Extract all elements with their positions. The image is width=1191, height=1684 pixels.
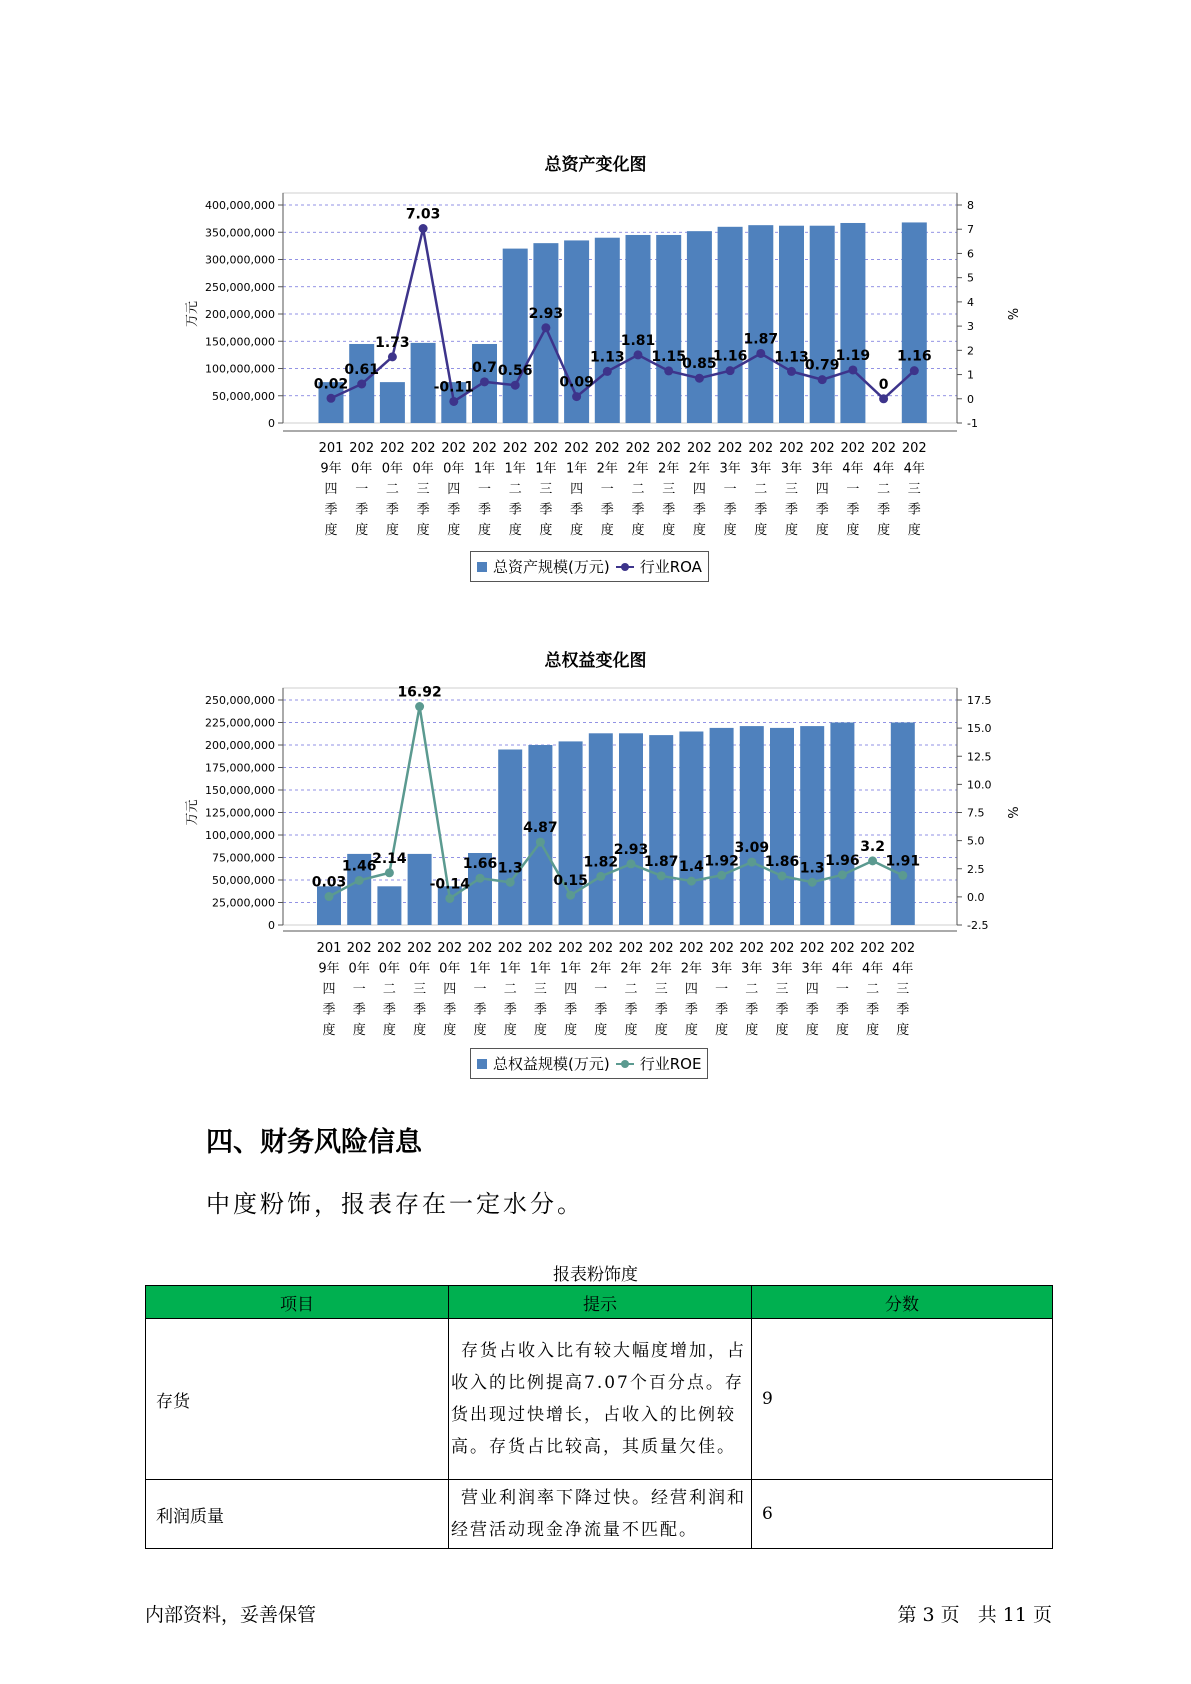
- data-label: 16.92: [397, 684, 442, 701]
- line-point: [603, 367, 612, 376]
- x-tick-label: 202 2年二季度: [625, 441, 651, 538]
- cell-score: 9: [752, 1319, 1053, 1480]
- line-point: [541, 323, 550, 332]
- data-label: 2.93: [528, 305, 564, 322]
- line-point: [536, 838, 545, 847]
- line-point: [910, 366, 919, 375]
- data-label: 1.16: [897, 348, 932, 365]
- header-hint: 提示: [449, 1286, 752, 1319]
- x-tick-label: 202 4年三季度: [901, 441, 927, 538]
- bar: [589, 733, 613, 925]
- data-label: 1.87: [643, 853, 679, 870]
- x-tick-label: 202 2年三季度: [648, 941, 674, 1038]
- x-tick-label: 202 1年三季度: [527, 941, 553, 1038]
- y-tick-label: 350,000,000: [205, 226, 275, 240]
- y2-tick-label: 6: [967, 247, 974, 261]
- y-tick-label: 175,000,000: [205, 761, 275, 775]
- y2-tick-label: 0: [967, 392, 974, 406]
- data-label: 0.7: [472, 359, 497, 376]
- y-tick-label: 0: [268, 417, 275, 430]
- line-point: [325, 892, 334, 901]
- line-point: [778, 871, 787, 880]
- data-label: 1.3: [497, 860, 523, 877]
- bar: [830, 723, 854, 926]
- chart-canvas: [0, 0, 1191, 560]
- data-label: 1.46: [341, 858, 377, 875]
- y2-axis-label: %: [1004, 307, 1019, 321]
- line-point: [818, 375, 827, 384]
- x-tick-label: 202 3年四季度: [799, 941, 825, 1038]
- data-label: 0.56: [497, 363, 533, 380]
- y-tick-label: 150,000,000: [205, 784, 275, 797]
- data-label: 1.3: [799, 860, 825, 877]
- bar: [718, 227, 743, 423]
- data-label: 0.85: [682, 356, 717, 373]
- y-tick-label: 300,000,000: [205, 253, 275, 267]
- legend-line-label: 行业ROE: [639, 1055, 702, 1073]
- y-tick-label: 125,000,000: [205, 806, 275, 820]
- bar: [380, 382, 405, 423]
- data-label: -0.11: [433, 379, 474, 396]
- bar: [595, 238, 620, 423]
- data-label: 4.87: [523, 820, 558, 837]
- y2-axis-label: %: [1004, 806, 1019, 819]
- y-tick-label: 100,000,000: [205, 829, 275, 842]
- x-tick-label: 201 9年四季度: [318, 441, 344, 538]
- data-label: 0.61: [344, 362, 379, 379]
- footer-left: 内部资料，妥善保管: [145, 1604, 317, 1626]
- line-point: [717, 871, 726, 880]
- x-tick-label: 202 1年二季度: [497, 941, 523, 1038]
- chart-title: 总资产变化图: [544, 155, 647, 175]
- line-point: [449, 397, 458, 406]
- bar: [679, 732, 703, 926]
- bar: [377, 886, 401, 925]
- table-row: [146, 1480, 1053, 1549]
- line-point: [480, 377, 489, 386]
- y2-tick-label: 5.0: [967, 834, 985, 848]
- line-point: [898, 871, 907, 880]
- bar: [619, 733, 643, 925]
- data-label: 0.03: [311, 874, 347, 891]
- y2-tick-label: 2.5: [967, 862, 985, 876]
- line-point: [476, 874, 485, 883]
- bar: [649, 735, 673, 925]
- bar: [503, 249, 528, 423]
- y-tick-label: 50,000,000: [212, 874, 275, 887]
- x-tick-label: 202 0年三季度: [407, 941, 433, 1038]
- x-tick-label: 202 3年三季度: [769, 941, 795, 1038]
- data-label: 1.13: [774, 349, 809, 366]
- y2-tick-label: 17.5: [967, 694, 992, 707]
- x-tick-label: 202 0年三季度: [410, 441, 436, 538]
- y-tick-label: 50,000,000: [212, 389, 275, 403]
- line-point: [596, 872, 605, 881]
- bar: [770, 728, 794, 925]
- table-header-row: [146, 1286, 1053, 1319]
- data-label: 1.4: [678, 859, 704, 876]
- y2-tick-label: 3: [967, 320, 974, 334]
- y-tick-label: 100,000,000: [205, 362, 275, 376]
- x-tick-label: 202 1年四季度: [558, 941, 584, 1038]
- bar: [740, 726, 764, 925]
- x-tick-label: 202 1年二季度: [502, 441, 528, 538]
- y2-tick-label: 1: [967, 368, 974, 382]
- header-score: 分数: [752, 1286, 1053, 1319]
- line-point: [572, 392, 581, 401]
- line-point: [445, 894, 454, 903]
- line-point: [664, 366, 673, 375]
- line-point: [634, 350, 643, 359]
- section-heading: 四、财务风险信息: [206, 1127, 422, 1158]
- x-tick-label: 202 2年一季度: [588, 941, 614, 1038]
- data-label: 0: [878, 376, 889, 393]
- y2-tick-label: 0.0: [967, 890, 985, 904]
- chart-canvas: [0, 500, 1191, 1040]
- cell-item: 存货: [146, 1319, 449, 1480]
- bar: [779, 226, 804, 423]
- x-tick-label: 202 3年四季度: [809, 441, 835, 538]
- y2-tick-label: 10.0: [967, 778, 992, 792]
- x-tick-label: 202 1年三季度: [533, 441, 559, 538]
- line-point: [511, 381, 520, 390]
- x-tick-label: 202 0年四季度: [441, 441, 467, 538]
- data-label: 7.03: [405, 206, 441, 223]
- header-item: 项目: [146, 1286, 449, 1319]
- bar: [687, 231, 712, 423]
- y-tick-label: 25,000,000: [212, 896, 275, 910]
- y2-tick-label: 4: [967, 295, 974, 309]
- data-label: 1.73: [375, 334, 410, 351]
- cell-hint: 营业利润率下降过快。经营利润和经营活动现金净流量不匹配。: [449, 1480, 752, 1549]
- bar: [710, 728, 734, 925]
- data-label: 0.15: [553, 873, 588, 890]
- bar: [902, 222, 927, 423]
- data-label: 1.19: [835, 347, 871, 364]
- x-tick-label: 202 4年一季度: [829, 941, 855, 1038]
- line-point: [388, 352, 397, 361]
- line-point: [566, 891, 575, 900]
- y2-tick-label: -2.5: [967, 919, 989, 932]
- line-point: [868, 856, 877, 865]
- data-label: 1.86: [764, 853, 800, 870]
- x-tick-label: 202 2年一季度: [594, 441, 620, 538]
- y-tick-label: 200,000,000: [205, 739, 275, 752]
- x-tick-label: 202 2年四季度: [678, 941, 704, 1038]
- bar: [411, 343, 436, 423]
- x-tick-label: 202 4年二季度: [871, 441, 897, 538]
- x-tick-label: 202 0年一季度: [349, 441, 375, 538]
- line-point: [385, 868, 394, 877]
- cell-score: 6: [752, 1480, 1053, 1549]
- bar: [656, 235, 681, 423]
- data-label: -0.14: [429, 876, 470, 893]
- x-tick-label: 202 2年四季度: [686, 441, 712, 538]
- x-tick-label: 202 3年二季度: [739, 941, 765, 1038]
- data-label: 1.81: [620, 332, 656, 349]
- line-point: [357, 380, 366, 389]
- y-axis-label: 万元: [185, 799, 200, 826]
- x-tick-label: 202 3年一季度: [709, 941, 735, 1038]
- footer-right: 第 3 页 共 11 页: [897, 1604, 1052, 1626]
- line-point: [506, 878, 515, 887]
- line-point: [695, 374, 704, 383]
- line-point: [657, 871, 666, 880]
- y2-tick-label: 5: [967, 271, 974, 285]
- data-label: 3.09: [734, 840, 770, 857]
- line-point: [787, 367, 796, 376]
- cell-hint: 存货占收入比有较大幅度增加，占收入的比例提高7.07个百分点。存货出现过快增长，占收入的比例较高。存货占比较高，其质量欠佳。: [449, 1319, 752, 1480]
- y-tick-label: 0: [268, 919, 275, 932]
- legend-bar-label: 总资产规模(万元): [493, 558, 610, 576]
- x-tick-label: 202 4年一季度: [840, 441, 866, 538]
- x-tick-label: 202 0年二季度: [376, 941, 402, 1038]
- x-tick-label: 202 2年二季度: [618, 941, 644, 1038]
- table-caption: 报表粉饰度: [553, 1265, 638, 1285]
- x-tick-label: 202 4年二季度: [860, 941, 886, 1038]
- legend-line-swatch: [616, 1059, 634, 1069]
- legend-bar-swatch: [477, 1059, 487, 1069]
- data-label: 0.02: [313, 376, 349, 393]
- y-tick-label: 250,000,000: [205, 280, 275, 294]
- line-point: [419, 224, 428, 233]
- line-point: [747, 858, 756, 867]
- y-axis-label: 万元: [185, 300, 200, 328]
- data-label: 3.2: [860, 838, 886, 855]
- data-label: 2.93: [613, 841, 649, 858]
- x-tick-label: 202 3年三季度: [779, 441, 804, 538]
- risk-summary: 中度粉饰，报表存在一定水分。: [206, 1190, 584, 1218]
- bar: [840, 223, 865, 423]
- y2-tick-label: -1: [967, 417, 978, 430]
- legend-line-label: 行业ROA: [639, 558, 702, 576]
- y-tick-label: 400,000,000: [205, 199, 275, 212]
- x-tick-label: 202 1年一季度: [472, 441, 497, 538]
- x-tick-label: 202 0年二季度: [379, 441, 405, 538]
- data-label: 1.92: [704, 853, 739, 870]
- bar: [891, 723, 915, 926]
- data-label: 1.96: [825, 852, 860, 869]
- line-point: [687, 877, 696, 886]
- line-point: [838, 870, 847, 879]
- y-tick-label: 200,000,000: [205, 308, 275, 321]
- table-row: [146, 1319, 1053, 1480]
- x-tick-label: 202 1年四季度: [564, 441, 590, 538]
- line-point: [756, 349, 765, 358]
- data-label: 2.14: [372, 850, 407, 867]
- line-point: [355, 876, 364, 885]
- data-label: 1.87: [743, 331, 779, 348]
- y-tick-label: 250,000,000: [205, 694, 275, 707]
- line-point: [327, 394, 336, 403]
- y2-tick-label: 12.5: [967, 750, 992, 764]
- x-tick-label: 202 4年三季度: [890, 941, 916, 1038]
- y-tick-label: 225,000,000: [205, 716, 275, 730]
- y2-tick-label: 8: [967, 199, 974, 212]
- bar: [626, 235, 651, 423]
- bar: [498, 750, 522, 926]
- data-label: 1.82: [583, 854, 619, 871]
- x-tick-label: 202 0年四季度: [437, 941, 463, 1038]
- data-label: 1.15: [651, 348, 686, 365]
- bar: [533, 243, 558, 423]
- bar: [748, 225, 773, 423]
- line-point: [879, 394, 888, 403]
- x-tick-label: 202 0年一季度: [346, 941, 372, 1038]
- x-tick-label: 202 3年二季度: [748, 441, 774, 538]
- line-point: [848, 365, 857, 374]
- line-point: [627, 859, 636, 868]
- y-tick-label: 150,000,000: [205, 335, 275, 349]
- bar: [810, 226, 835, 423]
- x-tick-label: 201 9年四季度: [316, 941, 342, 1038]
- chart-title: 总权益变化图: [544, 651, 647, 671]
- x-tick-label: 202 3年一季度: [717, 441, 743, 538]
- line-point: [726, 366, 735, 375]
- data-label: 0.09: [559, 374, 594, 391]
- data-label: 0.79: [804, 357, 840, 374]
- line-point: [808, 878, 817, 887]
- y2-tick-label: 7: [967, 223, 974, 237]
- risk-table: [145, 1285, 1053, 1549]
- data-label: 1.91: [885, 853, 921, 870]
- data-label: 1.66: [462, 856, 498, 873]
- legend-bar-label: 总权益规模(万元): [493, 1055, 610, 1073]
- x-tick-label: 202 1年一季度: [467, 941, 493, 1038]
- line-point: [415, 702, 424, 711]
- chart-legend: [470, 1048, 708, 1079]
- y2-tick-label: 2: [967, 344, 974, 358]
- cell-item: 利润质量: [146, 1480, 449, 1549]
- y2-tick-label: 15.0: [967, 722, 992, 736]
- y-tick-label: 75,000,000: [212, 851, 275, 865]
- y2-tick-label: 7.5: [967, 806, 985, 820]
- bar: [800, 726, 824, 925]
- data-label: 1.16: [712, 348, 748, 365]
- x-tick-label: 202 2年三季度: [656, 441, 682, 538]
- bar: [408, 854, 432, 925]
- data-label: 1.13: [590, 349, 625, 366]
